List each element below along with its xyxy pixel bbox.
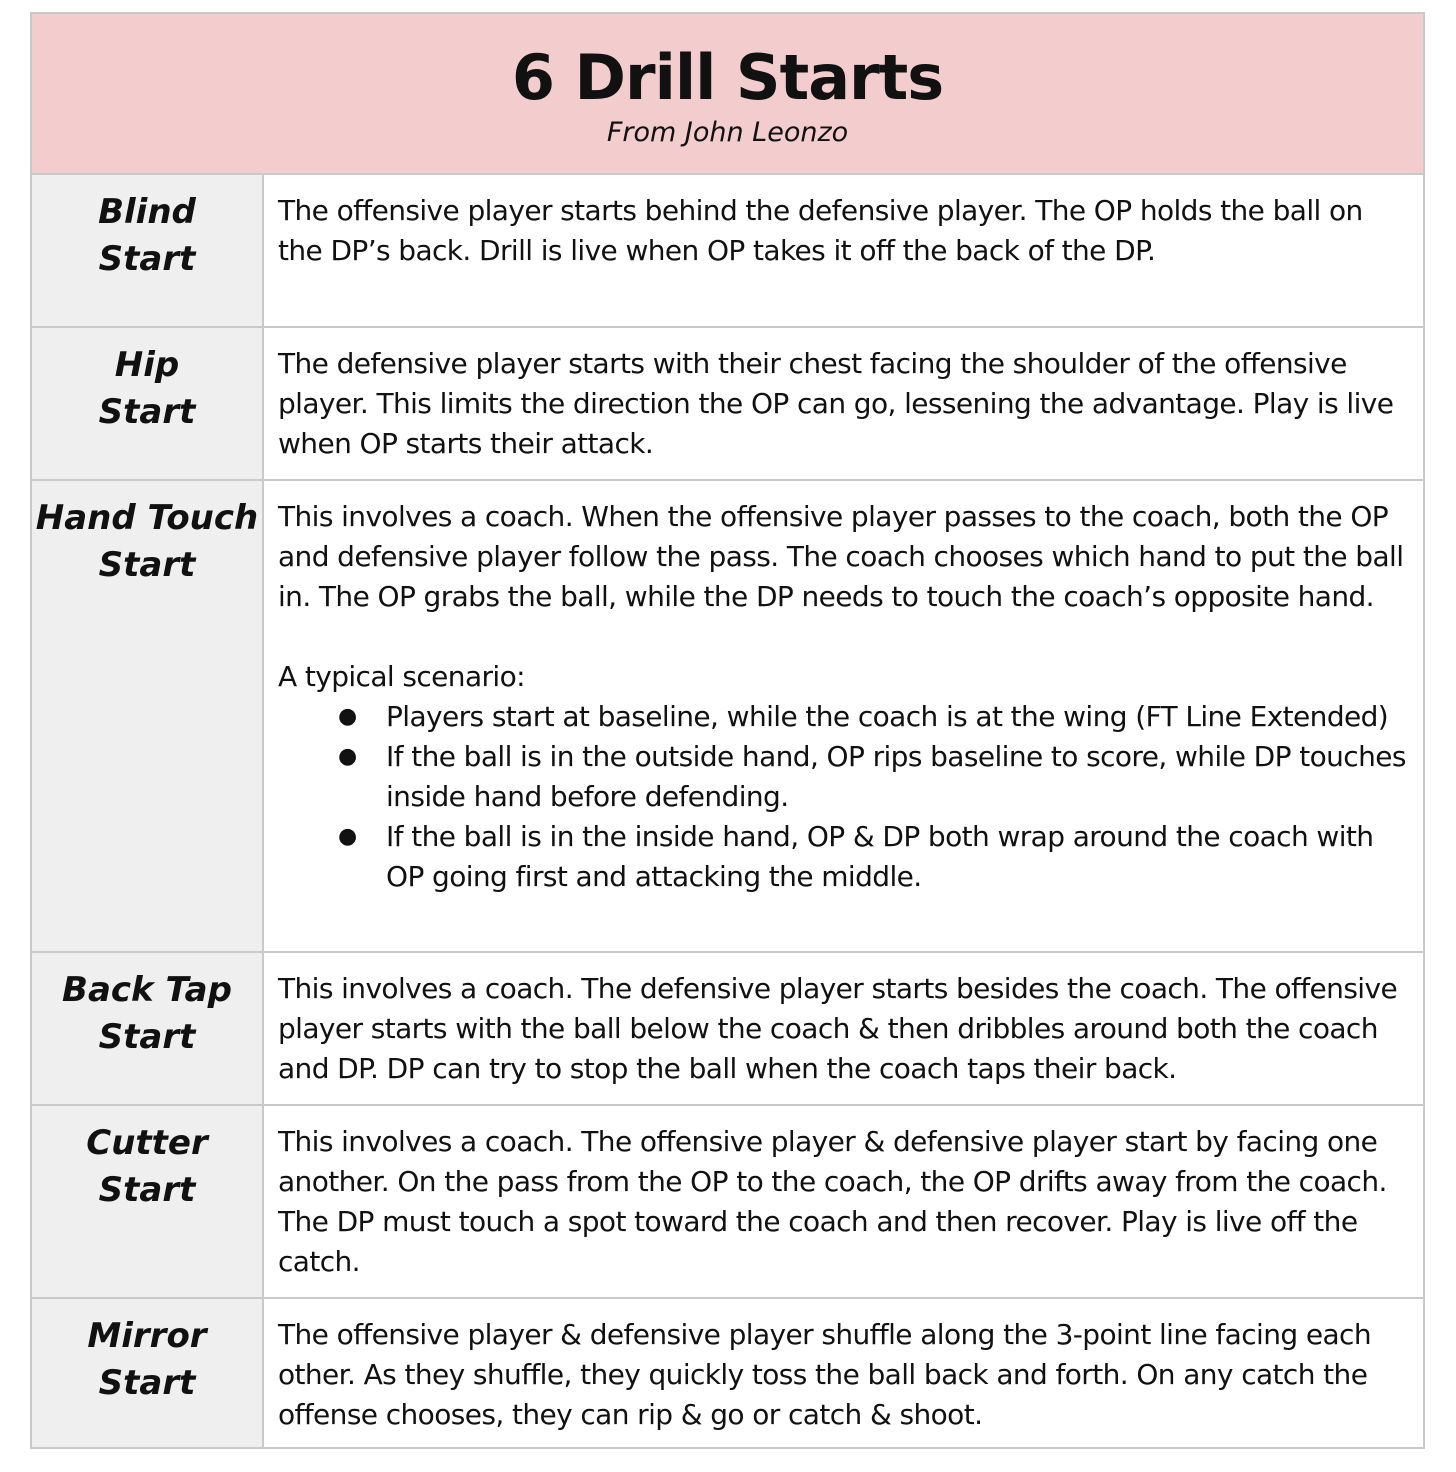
row-label-line1: Cutter	[86, 1123, 208, 1163]
row-label-line1: Back Tap	[62, 970, 232, 1010]
list-item: ● If the ball is in the outside hand, OP rips baseline to score, while DP touches inside hand before defending.	[338, 737, 1409, 817]
row-label	[32, 328, 264, 479]
row-description	[264, 1299, 1423, 1447]
row-label-line1: Hip	[114, 345, 180, 385]
list-item: ● If the ball is in the inside hand, OP & DP both wrap around the coach with OP going first and attacking the middle.	[338, 817, 1409, 897]
row-label-line2: Start	[98, 545, 196, 585]
row-label	[32, 481, 264, 951]
table-row-cutter-start	[32, 1106, 1423, 1299]
table-row-back-tap-start	[32, 953, 1423, 1106]
drill-starts-table	[30, 12, 1425, 1449]
page-subtitle: From John Leonzo	[606, 117, 849, 148]
row-label-line2: Start	[98, 1363, 196, 1403]
row-label-line1: Mirror	[87, 1316, 207, 1356]
row-text: This involves a coach. The offensive player & defensive player start by facing one another. On the pass from the OP to the coach, the OP drifts away from the coach. The DP must touch a spot toward the coach and then recover. Play is live off the catch.	[278, 1125, 1387, 1278]
row-description	[264, 953, 1423, 1104]
page-title: 6 Drill Starts	[511, 41, 944, 114]
row-label-line2: Start	[98, 239, 196, 279]
table-row-hand-touch-start	[32, 481, 1423, 953]
table-row-blind-start	[32, 175, 1423, 328]
row-label	[32, 1299, 264, 1447]
row-label	[32, 1106, 264, 1297]
row-description	[264, 1106, 1423, 1297]
row-description	[264, 328, 1423, 479]
row-label-line2: Start	[98, 392, 196, 432]
row-description	[264, 481, 1423, 951]
row-label-line2: Start	[98, 1170, 196, 1210]
row-label-line1: Blind	[98, 192, 196, 232]
table-row-hip-start	[32, 328, 1423, 481]
row-text: This involves a coach. The defensive player starts besides the coach. The offensive player starts with the ball below the coach & then dribbles around both the coach and DP. DP can try to stop the ball when the coach taps their back.	[278, 972, 1398, 1085]
scenario-intro: A typical scenario:	[278, 660, 525, 693]
row-description	[264, 175, 1423, 326]
table-header	[32, 14, 1423, 175]
row-text: This involves a coach. When the offensive player passes to the coach, both the OP and defensive player follow the pass. The coach chooses which hand to put the ball in. The OP grabs the ball, while the DP needs to touch the coach’s opposite hand.	[278, 500, 1404, 613]
row-label	[32, 953, 264, 1104]
row-label	[32, 175, 264, 326]
scenario-list	[278, 697, 1409, 897]
row-label-line2: Start	[98, 1017, 196, 1057]
row-text: The defensive player starts with their chest facing the shoulder of the offensive player. This limits the direction the OP can go, lessening the advantage. Play is live when OP starts their attack.	[278, 347, 1394, 460]
row-label-line1: Hand Touch	[35, 498, 259, 538]
list-item: ● Players start at baseline, while the coach is at the wing (FT Line Extended)	[338, 697, 1409, 737]
table-row-mirror-start	[32, 1299, 1423, 1447]
row-text: The offensive player & defensive player shuffle along the 3-point line facing each other. As they shuffle, they quickly toss the ball back and forth. On any catch the offense chooses, they can rip & go or catch & shoot.	[278, 1318, 1371, 1431]
row-text: The offensive player starts behind the defensive player. The OP holds the ball on the DP’s back. Drill is live when OP takes it off the back of the DP.	[278, 194, 1363, 267]
